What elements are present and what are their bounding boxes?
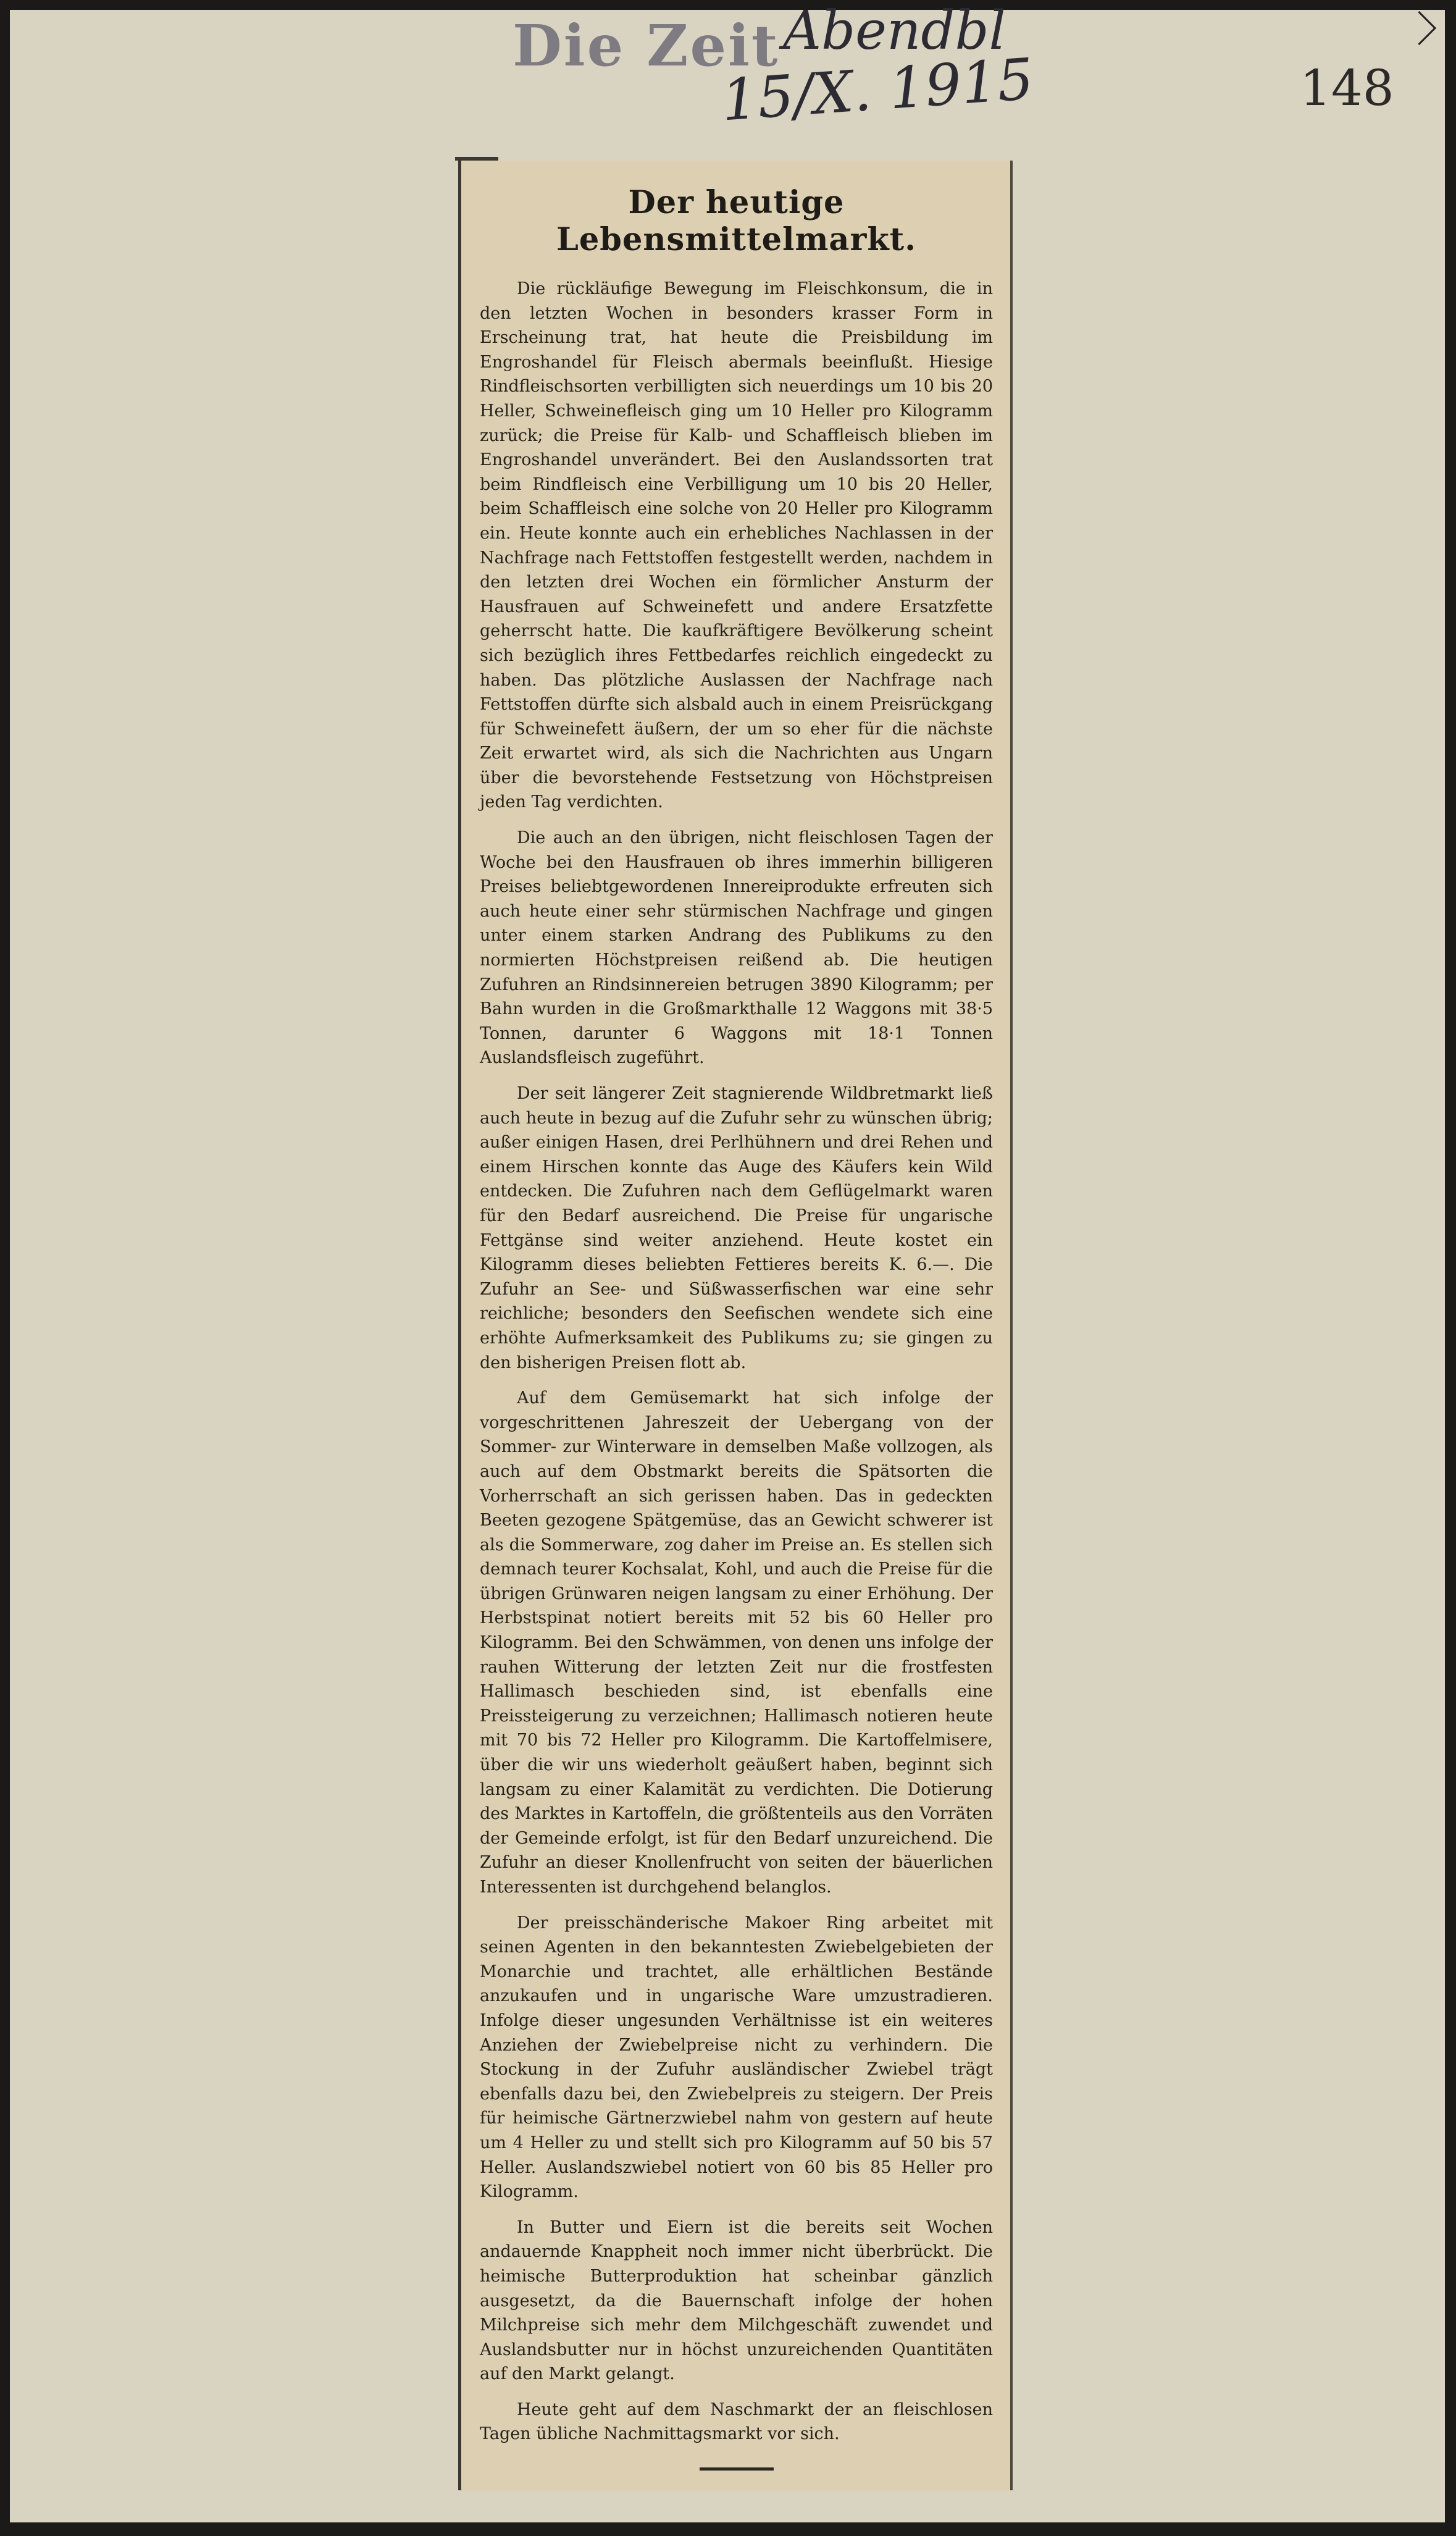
article-paragraph: Die rückläufige Bewegung im Fleischkonsum, die in den letzten Wochen in besonders krasser Form in Erscheinung trat, hat heute die Preisbildung im Engroshandel für Fleisch abermals beeinflußt. Hiesige Rindfleischsorten verbilligten sich neuerdings um 10 bis 20 Heller, Schweinefleisch ging um 10 Heller pro Kilogramm zurück; die Preise für Kalb- und Schaffleisch blieben im Engroshandel unverändert. Bei den Auslandssorten trat beim Rindfleisch eine Verbilligung um 10 bis 20 Heller, beim Schaffleisch eine solche von 20 Heller pro Kilogramm ein. Heute konnte auch ein erhebliches Nachlassen in der Nachfrage nach Fettstoffen festgestellt werden, nachdem in den letzten drei Wochen ein förmlicher Ansturm der Hausfrauen auf Schweinefett und andere Ersatzfette geherrscht hatte. Die kaufkräftigere Bevölkerung scheint sich bezüglich ihres Fettbedarfes reichlich eingedeckt zu haben. Das plötzliche Auslassen der Nachfrage nach Fettstoffen dürfte sich alsbald auch in einem Preisrückgang für Schweinefett äußern, der um so eher für die nächste Zeit erwartet wird, als sich die Nachrichten aus Ungarn über die bevorstehende Festsetzung von Höchstpreisen jeden Tag verdichten. [480,279,993,812]
scan-border-top [0,0,1456,10]
handwritten-date: 15/X. 1915 [719,46,1036,134]
corner-mark-icon [1402,11,1436,45]
article-paragraph: Auf dem Gemüsemarkt hat sich infolge der vorgeschrittenen Jahreszeit der Uebergang von der Sommer- zur Winterware in demselben Maße vollzogen, als auch auf dem Obstmarkt bereits die Spätsorten die Vorherrschaft an sich gerissen haben. Das in gedeckten Beeten gezogene Spätgemüse, das an Gewicht schwerer ist als die Sommerware, zog daher im Preise an. Es stellen sich demnach teurer Kochsalat, Kohl, und auch die Preise für die übrigen Grünwaren neigen langsam zu einer Erhöhung. Der Herbstspinat notiert bereits mit 52 bis 60 Heller pro Kilogramm. Bei den Schwämmen, von denen uns infolge der rauhen Witterung der letzten Zeit nur die frostfesten Hallimasch beschieden sind, ist ebenfalls eine Preissteigerung zu verzeichnen; Hallimasch notieren heute mit 70 bis 72 Heller pro Kilogramm. Die Kartoffelmisere, über die wir uns wiederholt geäußert haben, beginnt sich langsam zu einer Kalamität zu verdichten. Die Dotierung des Marktes in Kartoffeln, die größtenteils aus den Vorräten der Gemeinde erfolgt, ist für den Bedarf unzureichend. Die Zufuhr an dieser Knollenfrucht von seiten der bäuerlichen Interessenten ist durchgehend belanglos. [480,1388,993,1897]
article-paragraph: Heute geht auf dem Naschmarkt der an fleischlosen Tagen übliche Nachmittagsmarkt vor sich. [480,2400,993,2444]
article-paragraph: Der seit längerer Zeit stagnierende Wildbretmarkt ließ auch heute in bezug auf die Zufuhr sehr zu wünschen übrig; außer einigen Hasen, drei Perlhühnern und drei Rehen und einem Hirschen konnte das Auge des Käufers kein Wild entdecken. Die Zufuhren nach dem Geflügelmarkt waren für den Bedarf ausreichend. Die Preise für ungarische Fettgänse sind weiter anziehend. Heute kostet ein Kilogramm dieses beliebten Fettieres bereits K. 6.—. Die Zufuhr an See- und Süßwasserfischen war eine sehr reichliche; besonders den Seefischen wendete sich eine erhöhte Aufmerksamkeit des Publikums zu; sie gingen zu den bisherigen Preisen flott ab. [480,1084,993,1372]
article-paragraph: Die auch an den übrigen, nicht fleischlosen Tagen der Woche bei den Hausfrauen ob ihres immerhin billigeren Preises beliebtgewordenen Innereiprodukte erfreuten sich auch heute einer sehr stürmischen Nachfrage und gingen unter einem starken Andrang des Publikums zu den normierten Höchstpreisen reißend ab. Die heutigen Zufuhren an Rindsinnereien betrugen 3890 Kilogramm; per Bahn wurden in die Großmarkthalle 12 Waggons mit 38·5 Tonnen, darunter 6 Waggons mit 18·1 Tonnen Auslandsfleisch zugeführt. [480,828,993,1068]
scan-border-bottom [0,2522,1456,2536]
article-paragraph: Der preisschänderische Makoer Ring arbeitet mit seinen Agenten in den bekanntesten Zwiebelgebieten der Monarchie und trachtet, alle erhältlichen Bestände anzukaufen und in ungarische Ware umzustradieren. Infolge dieser ungesunden Verhältnisse ist ein weiteres Anziehen der Zwiebelpreise nicht zu verhindern. Die Stockung in der Zufuhr ausländischer Zwiebel trägt ebenfalls dazu bei, den Zwiebelpreis zu steigern. Der Preis für heimische Gärtnerzwiebel nahm von gestern auf heute um 4 Heller zu und stellt sich pro Kilogramm auf 50 bis 57 Heller. Auslandszwiebel notiert von 60 bis 85 Heller pro Kilogramm. [480,1913,993,2202]
newspaper-clipping [458,161,1013,2490]
clipping-edge-mark [455,157,498,161]
scan-border-left [0,0,10,2536]
end-rule [700,2467,774,2471]
handwritten-annotation: Abendbl [783,0,1006,62]
article-title: Der heutige Lebensmittelmarkt. [556,184,916,258]
scan-border-right [1445,0,1456,2536]
newspaper-stamp: Die Zeit [513,12,780,79]
page-number: 148 [1300,59,1394,117]
article-paragraph: In Butter und Eiern ist die bereits seit Wochen andauernde Knappheit noch immer nicht überbrückt. Die heimische Butterproduktion hat scheinbar gänzlich ausgesetzt, da die Bauernschaft infolge der hohen Milchpreise sich mehr dem Milchgeschäft zuwendet und Auslandsbutter nur in höchst unzureichenden Quantitäten auf den Markt gelangt. [480,2217,993,2384]
